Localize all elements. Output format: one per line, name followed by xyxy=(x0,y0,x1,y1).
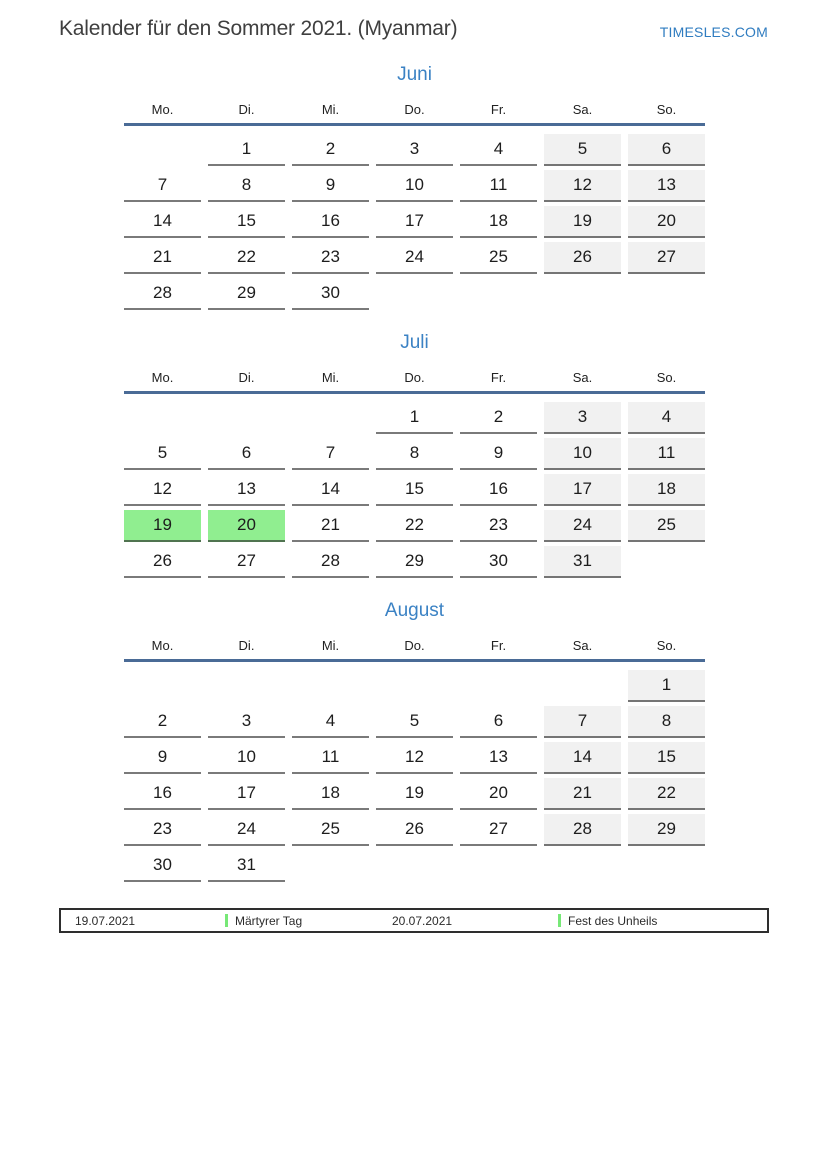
day-cell-august-10: 10 xyxy=(208,742,285,774)
empty-cell xyxy=(208,670,285,702)
page-title: Kalender für den Sommer 2021. (Myanmar) xyxy=(59,17,458,40)
day-cell-juli-21: 21 xyxy=(292,510,369,542)
empty-cell xyxy=(628,278,705,310)
day-cell-august-11: 11 xyxy=(292,742,369,774)
weekday-label: Mo. xyxy=(151,102,174,117)
day-cell-august-29: 29 xyxy=(628,814,705,846)
day-cell-juli-29: 29 xyxy=(376,546,453,578)
day-grid-juni xyxy=(124,134,705,310)
weekday-label: So. xyxy=(656,370,677,385)
day-cell-juni-21: 21 xyxy=(124,242,201,274)
day-cell-august-15: 15 xyxy=(628,742,705,774)
day-cell-august-22: 22 xyxy=(628,778,705,810)
day-cell-august-23: 23 xyxy=(124,814,201,846)
day-cell-august-17: 17 xyxy=(208,778,285,810)
day-cell-juni-28: 28 xyxy=(124,278,201,310)
month-section-juni xyxy=(124,64,705,310)
day-cell-juni-27: 27 xyxy=(628,242,705,274)
day-cell-juni-8: 8 xyxy=(208,170,285,202)
day-cell-juli-3: 3 xyxy=(544,402,621,434)
legend-label: Märtyrer Tag xyxy=(235,913,303,928)
day-cell-juni-9: 9 xyxy=(292,170,369,202)
empty-cell xyxy=(460,670,537,702)
day-cell-juli-26: 26 xyxy=(124,546,201,578)
day-cell-juli-14: 14 xyxy=(292,474,369,506)
day-cell-august-4: 4 xyxy=(292,706,369,738)
day-cell-august-30: 30 xyxy=(124,850,201,882)
month-title-juni: Juni xyxy=(397,64,432,85)
day-cell-august-3: 3 xyxy=(208,706,285,738)
day-cell-juni-15: 15 xyxy=(208,206,285,238)
day-cell-august-16: 16 xyxy=(124,778,201,810)
day-cell-juli-15: 15 xyxy=(376,474,453,506)
day-cell-juli-20-highlighted: 20 xyxy=(208,510,285,542)
day-cell-juli-23: 23 xyxy=(460,510,537,542)
weekday-label: Mo. xyxy=(151,638,174,653)
weekday-label: Do. xyxy=(404,638,425,653)
day-cell-juni-13: 13 xyxy=(628,170,705,202)
day-cell-juli-10: 10 xyxy=(544,438,621,470)
day-cell-juni-10: 10 xyxy=(376,170,453,202)
day-cell-juni-30: 30 xyxy=(292,278,369,310)
empty-cell xyxy=(460,278,537,310)
day-cell-juli-11: 11 xyxy=(628,438,705,470)
empty-cell xyxy=(544,278,621,310)
site-link[interactable]: TIMESLES.COM xyxy=(659,24,768,40)
day-cell-august-19: 19 xyxy=(376,778,453,810)
weekday-header-row xyxy=(124,101,705,119)
day-cell-juni-6: 6 xyxy=(628,134,705,166)
month-section-august xyxy=(124,600,705,882)
empty-cell xyxy=(208,402,285,434)
day-cell-august-1: 1 xyxy=(628,670,705,702)
day-cell-juli-27: 27 xyxy=(208,546,285,578)
day-cell-juli-30: 30 xyxy=(460,546,537,578)
day-cell-juli-25: 25 xyxy=(628,510,705,542)
weekday-label: Sa. xyxy=(572,370,593,385)
empty-cell xyxy=(628,850,705,882)
day-cell-juni-29: 29 xyxy=(208,278,285,310)
day-cell-juni-17: 17 xyxy=(376,206,453,238)
day-cell-juli-13: 13 xyxy=(208,474,285,506)
day-cell-juni-26: 26 xyxy=(544,242,621,274)
weekday-label: Mi. xyxy=(321,102,340,117)
day-cell-juni-12: 12 xyxy=(544,170,621,202)
day-cell-august-7: 7 xyxy=(544,706,621,738)
weekday-label: So. xyxy=(656,102,677,117)
day-cell-august-12: 12 xyxy=(376,742,453,774)
weekday-label: Sa. xyxy=(572,638,593,653)
day-cell-juli-22: 22 xyxy=(376,510,453,542)
day-cell-juni-14: 14 xyxy=(124,206,201,238)
weekday-label: Mo. xyxy=(151,370,174,385)
day-cell-august-5: 5 xyxy=(376,706,453,738)
day-cell-juni-23: 23 xyxy=(292,242,369,274)
day-cell-august-13: 13 xyxy=(460,742,537,774)
day-cell-juli-4: 4 xyxy=(628,402,705,434)
empty-cell xyxy=(544,670,621,702)
month-title-august: August xyxy=(384,600,445,621)
month-section-juli xyxy=(124,332,705,578)
day-cell-juli-19-highlighted: 19 xyxy=(124,510,201,542)
day-cell-juli-6: 6 xyxy=(208,438,285,470)
day-cell-juli-24: 24 xyxy=(544,510,621,542)
day-cell-juni-5: 5 xyxy=(544,134,621,166)
month-title-juli: Juli xyxy=(400,332,429,353)
month-header-rule xyxy=(124,659,705,662)
weekday-label: Mi. xyxy=(321,370,340,385)
holiday-marker-icon xyxy=(225,914,228,927)
empty-cell xyxy=(376,278,453,310)
weekday-label: Fr. xyxy=(490,370,507,385)
empty-cell xyxy=(124,402,201,434)
day-cell-juli-28: 28 xyxy=(292,546,369,578)
day-cell-juni-25: 25 xyxy=(460,242,537,274)
legend-date: 20.07.2021 xyxy=(392,913,453,928)
weekday-label: Fr. xyxy=(490,638,507,653)
day-cell-juli-17: 17 xyxy=(544,474,621,506)
month-header-rule xyxy=(124,391,705,394)
legend-label: Fest des Unheils xyxy=(568,913,658,928)
day-cell-august-24: 24 xyxy=(208,814,285,846)
empty-cell xyxy=(376,850,453,882)
weekday-label: Di. xyxy=(238,370,255,385)
day-cell-august-8: 8 xyxy=(628,706,705,738)
day-cell-august-27: 27 xyxy=(460,814,537,846)
day-cell-juni-1: 1 xyxy=(208,134,285,166)
day-cell-august-14: 14 xyxy=(544,742,621,774)
day-cell-august-20: 20 xyxy=(460,778,537,810)
day-cell-juli-1: 1 xyxy=(376,402,453,434)
empty-cell xyxy=(124,134,201,166)
day-cell-august-2: 2 xyxy=(124,706,201,738)
day-cell-juni-20: 20 xyxy=(628,206,705,238)
weekday-label: Fr. xyxy=(490,102,507,117)
day-cell-juli-31: 31 xyxy=(544,546,621,578)
empty-cell xyxy=(628,546,705,578)
day-cell-juni-24: 24 xyxy=(376,242,453,274)
day-cell-juli-12: 12 xyxy=(124,474,201,506)
day-cell-juni-11: 11 xyxy=(460,170,537,202)
empty-cell xyxy=(292,402,369,434)
day-cell-juni-18: 18 xyxy=(460,206,537,238)
day-cell-august-6: 6 xyxy=(460,706,537,738)
empty-cell xyxy=(292,850,369,882)
empty-cell xyxy=(544,850,621,882)
weekday-label: Sa. xyxy=(572,102,593,117)
weekday-label: Mi. xyxy=(321,638,340,653)
day-cell-juli-8: 8 xyxy=(376,438,453,470)
empty-cell xyxy=(292,670,369,702)
day-cell-august-18: 18 xyxy=(292,778,369,810)
day-cell-juni-2: 2 xyxy=(292,134,369,166)
day-cell-juni-4: 4 xyxy=(460,134,537,166)
legend-box xyxy=(59,908,769,933)
day-cell-august-31: 31 xyxy=(208,850,285,882)
day-cell-juni-7: 7 xyxy=(124,170,201,202)
day-cell-juli-18: 18 xyxy=(628,474,705,506)
empty-cell xyxy=(460,850,537,882)
holiday-marker-icon xyxy=(558,914,561,927)
day-grid-august xyxy=(124,670,705,882)
day-cell-august-25: 25 xyxy=(292,814,369,846)
day-cell-juni-3: 3 xyxy=(376,134,453,166)
empty-cell xyxy=(124,670,201,702)
day-cell-august-26: 26 xyxy=(376,814,453,846)
weekday-label: Di. xyxy=(238,102,255,117)
day-cell-juni-19: 19 xyxy=(544,206,621,238)
day-cell-august-28: 28 xyxy=(544,814,621,846)
legend-event xyxy=(225,914,392,928)
empty-cell xyxy=(376,670,453,702)
day-cell-august-21: 21 xyxy=(544,778,621,810)
day-cell-juli-2: 2 xyxy=(460,402,537,434)
weekday-label: Do. xyxy=(404,102,425,117)
weekday-label: Di. xyxy=(238,638,255,653)
day-cell-juni-16: 16 xyxy=(292,206,369,238)
day-cell-juli-7: 7 xyxy=(292,438,369,470)
weekday-label: So. xyxy=(656,638,677,653)
day-cell-juni-22: 22 xyxy=(208,242,285,274)
legend-date: 19.07.2021 xyxy=(75,913,136,928)
day-grid-juli xyxy=(124,402,705,578)
calendar-months xyxy=(124,64,705,904)
weekday-label: Do. xyxy=(404,370,425,385)
day-cell-juli-16: 16 xyxy=(460,474,537,506)
month-header-rule xyxy=(124,123,705,126)
legend-event xyxy=(558,914,753,928)
day-cell-juli-5: 5 xyxy=(124,438,201,470)
day-cell-august-9: 9 xyxy=(124,742,201,774)
weekday-header-row xyxy=(124,637,705,655)
day-cell-juli-9: 9 xyxy=(460,438,537,470)
weekday-header-row xyxy=(124,369,705,387)
